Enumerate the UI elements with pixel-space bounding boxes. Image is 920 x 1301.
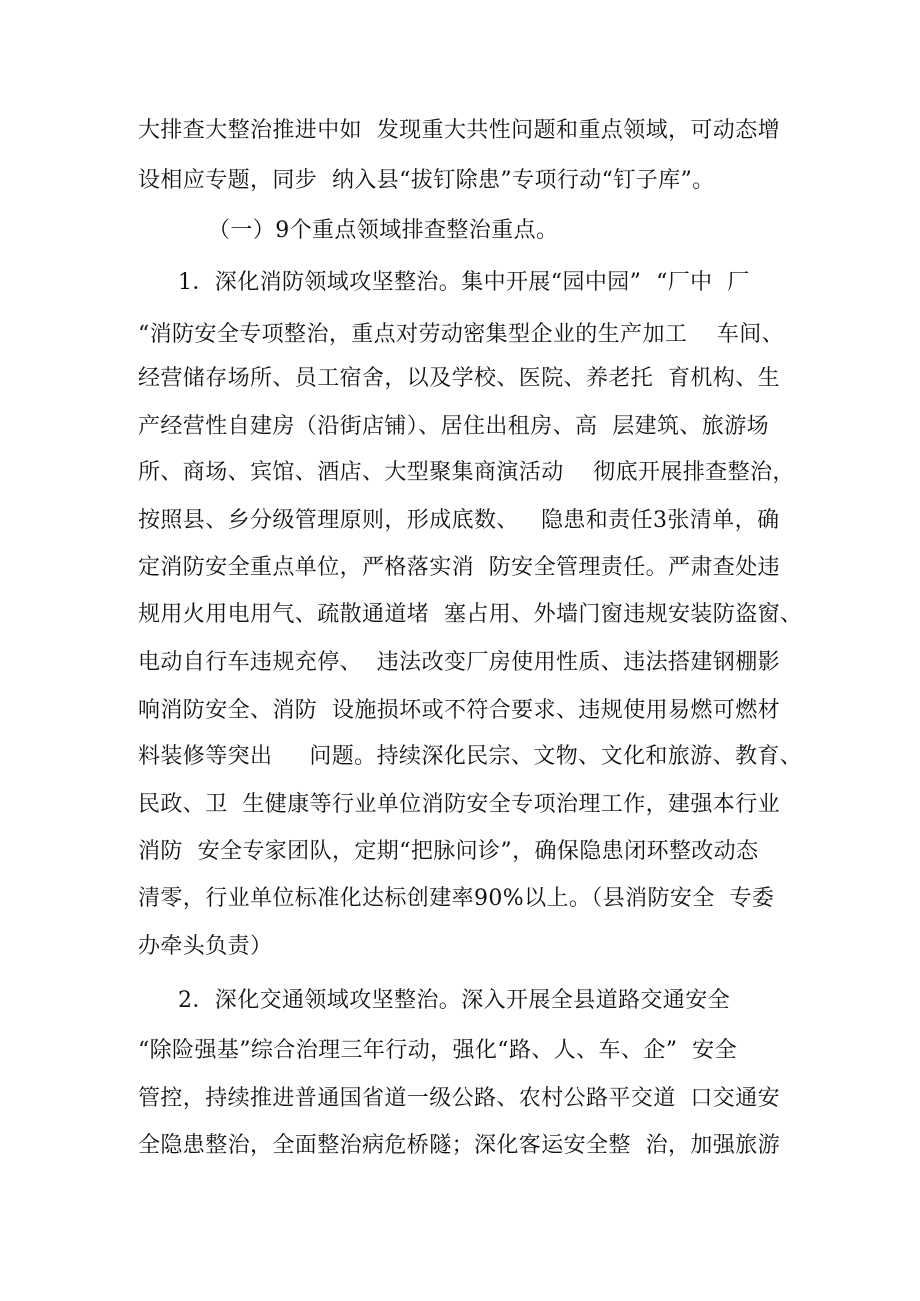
body-text-line: 料装修等突出 问题。持续深化民宗、文物、文化和旅游、教育、 xyxy=(138,744,803,769)
body-text-line: 产经营性自建房（沿街店铺）、居住出租房、高 层建筑、旅游场 xyxy=(138,414,769,439)
body-text-line: 按照县、乡分级管理原则，形成底数、 隐患和责任3张清单，确 xyxy=(138,508,780,533)
body-text-line: 大排查大整治推进中如 发现重大共性问题和重点领域，可动态增 xyxy=(138,118,780,143)
body-text-line: 规用火用电用气、疏散通道堵 塞占用、外墙门窗违规安装防盗窗、 xyxy=(138,602,803,627)
body-text-line: 民政、卫 生健康等行业单位消防安全专项治理工作，建强本行业 xyxy=(138,792,780,817)
body-text-line: 消防 安全专家团队，定期“把脉问诊”，确保隐患闭环整改动态 xyxy=(138,839,759,864)
body-text-line: 响消防安全、消防 设施损坏或不符合要求、违规使用易燃可燃材 xyxy=(138,698,780,723)
body-text-line: 定消防安全重点单位，严格落实消 防安全管理责任。严肃查处违 xyxy=(138,555,780,580)
item-heading: 2．深化交通领域攻坚整治。深入开展全县道路交通安全 xyxy=(178,988,730,1013)
body-text-line: 管控，持续推进普通国省道一级公路、农村公路平交道 口交通安 xyxy=(138,1086,780,1111)
section-heading: （一）9个重点领域排查整治重点。 xyxy=(208,218,559,243)
body-text-line: 设相应专题，同步 纳入县“拔钉除患”专项行动“钉子库”。 xyxy=(138,168,715,193)
item-heading: 1．深化消防领域攻坚整治。集中开展“园中园” “厂中 厂 xyxy=(178,270,750,295)
body-text-line: 电动自行车违规充停、 违法改变厂房使用性质、违法搭建钢棚影 xyxy=(138,650,780,675)
body-text-line: 全隐患整治，全面整治病危桥隧；深化客运安全整 治，加强旅游 xyxy=(138,1133,780,1158)
body-text-line: “消防安全专项整治，重点对劳动密集型企业的生产加工 车间、 xyxy=(138,322,785,347)
body-text-line: 办牵头负责） xyxy=(138,934,273,959)
body-text-line: 所、商场、宾馆、酒店、大型聚集商演活动 彻底开展排查整治， xyxy=(138,460,795,485)
body-text-line: 清零，行业单位标准化达标创建率90%以上。（县消防安全 专委 xyxy=(138,886,775,911)
body-text-line: 经营储存场所、员工宿舍，以及学校、医院、养老托 育机构、生 xyxy=(138,366,780,391)
body-text-line: “除险强基”综合治理三年行动，强化“路、人、车、企” 安全 xyxy=(138,1038,737,1063)
